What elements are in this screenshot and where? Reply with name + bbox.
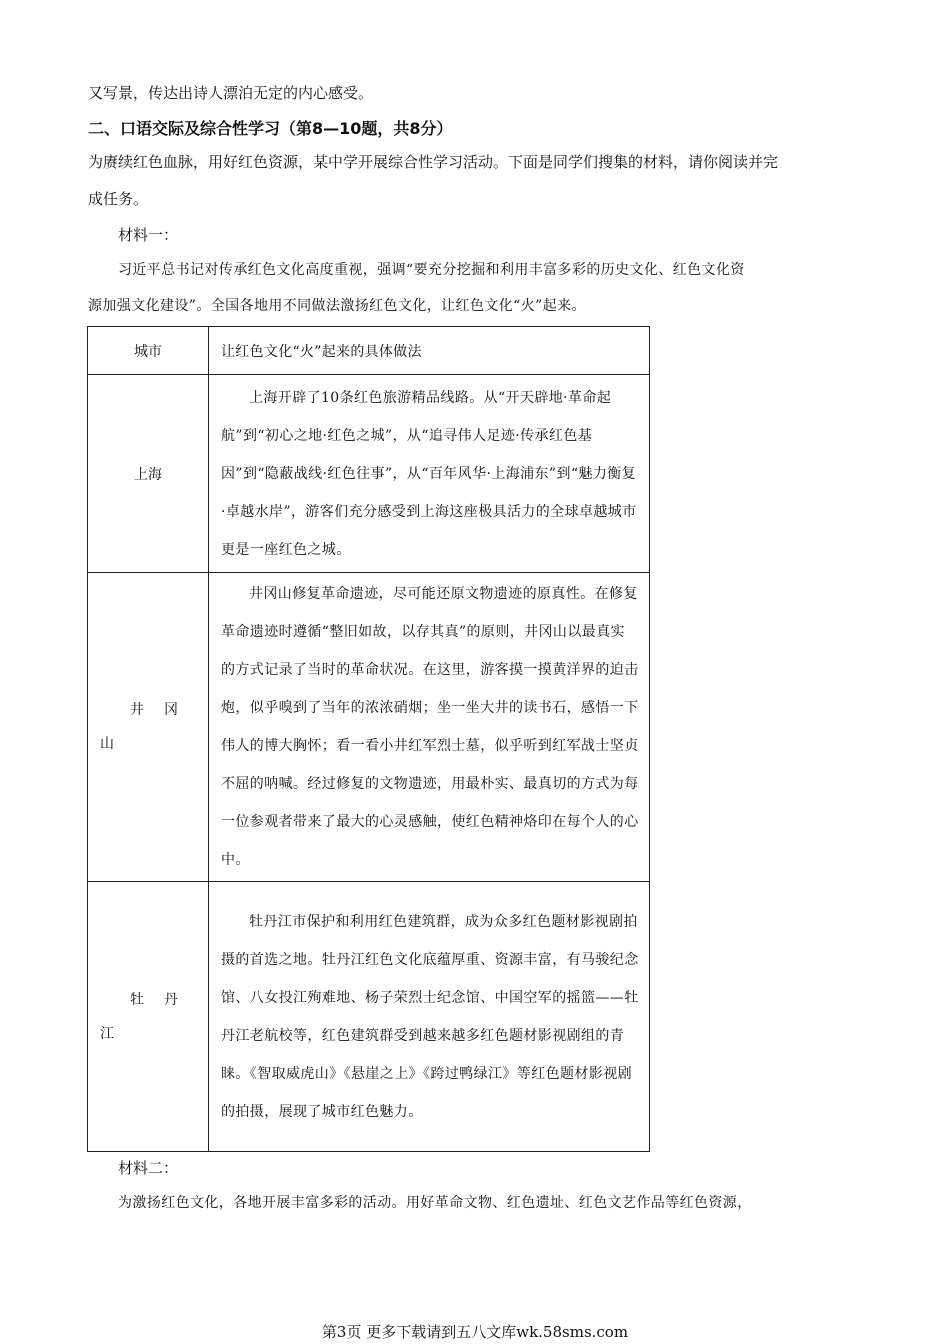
city-name-part-1: 井冈 <box>130 702 198 718</box>
city-jinggangshan <box>88 573 209 882</box>
city-shanghai: 上海 <box>88 375 209 573</box>
material-2-label: 材料二： <box>118 1159 179 1177</box>
city-name-part-1: 牡丹 <box>130 991 198 1008</box>
intro-tail-text: 又写景，传达出诗人漂泊无定的内心感受。 <box>88 84 374 102</box>
practice-shanghai: 上海开辟了10条红色旅游精品线路。从“开天辟地·革命起航”到“初心之地·红色之城”，从“追寻伟人足迹·传承红色基因”到“隐蔽战线·红色往事”，从“百年风华·上海浦东”到“魅力衡复·卓越水岸”，游客们充分感受到上海这座极具活力的全球卓越城市更是一座红色之城。 <box>209 375 650 573</box>
city-name-part-2: 山 <box>100 736 134 752</box>
practice-mudanjiang: 牡丹江市保护和利用红色建筑群，成为众多红色题材影视剧拍摄的首选之地。牡丹江红色文化底蕴厚重、资源丰富，有马骏纪念馆、八女投江殉难地、杨子荣烈士纪念馆、中国空军的摇篮——牡丹江老航校等，红色建筑群受到越来越多红色题材影视剧组的青睐。《智取威虎山》《悬崖之上》《跨过鸭绿江》等红色题材影视剧的拍摄，展现了城市红色魅力。 <box>209 882 650 1152</box>
table-row <box>88 375 650 573</box>
page-footer: 第3页 更多下载请到五八文库wk.58sms.com <box>321 1323 629 1341</box>
material-2-line-1: 为激扬红色文化，各地开展丰富多彩的活动。用好革命文物、红色遗址、红色文艺作品等红色资源， <box>118 1195 752 1211</box>
task-intro-line-1: 为赓续红色血脉，用好红色资源，某中学开展综合性学习活动。下面是同学们搜集的材料，请你阅读并完 <box>88 153 779 171</box>
city-practice-table <box>87 326 650 1152</box>
material-1-label: 材料一： <box>118 226 179 244</box>
material-1-line-2: 源加强文化建设”。全国各地用不同做法激扬红色文化，让红色文化“火”起来。 <box>88 298 586 314</box>
city-name-part-2: 江 <box>100 1025 134 1042</box>
task-intro-line-2: 成任务。 <box>88 190 149 208</box>
header-practice: 让红色文化“火”起来的具体做法 <box>209 327 650 375</box>
header-city: 城市 <box>88 327 209 375</box>
section-title: 二、口语交际及综合性学习（第8—10题，共8分） <box>88 119 453 138</box>
table-header-row <box>88 327 650 375</box>
table-row <box>88 573 650 882</box>
city-mudanjiang <box>88 882 209 1152</box>
material-1-line-1: 习近平总书记对传承红色文化高度重视，强调“要充分挖掘和利用丰富多彩的历史文化、红色文化资 <box>118 262 745 278</box>
practice-jinggangshan: 井冈山修复革命遗迹，尽可能还原文物遗迹的原真性。在修复革命遗迹时遵循“整旧如故，以存其真”的原则，井冈山以最真实的方式记录了当时的革命状况。在这里，游客摸一摸黄洋界的迫击炮，似乎嗅到了当年的浓浓硝烟；坐一坐大井的读书石，感悟一下伟人的博大胸怀；看一看小井红军烈士墓，似乎听到红军战士坚贞不屈的呐喊。经过修复的文物遗迹，用最朴实、最真切的方式为每一位参观者带来了最大的心灵感触，使红色精神烙印在每个人的心中。 <box>209 573 650 882</box>
table-row <box>88 882 650 1152</box>
